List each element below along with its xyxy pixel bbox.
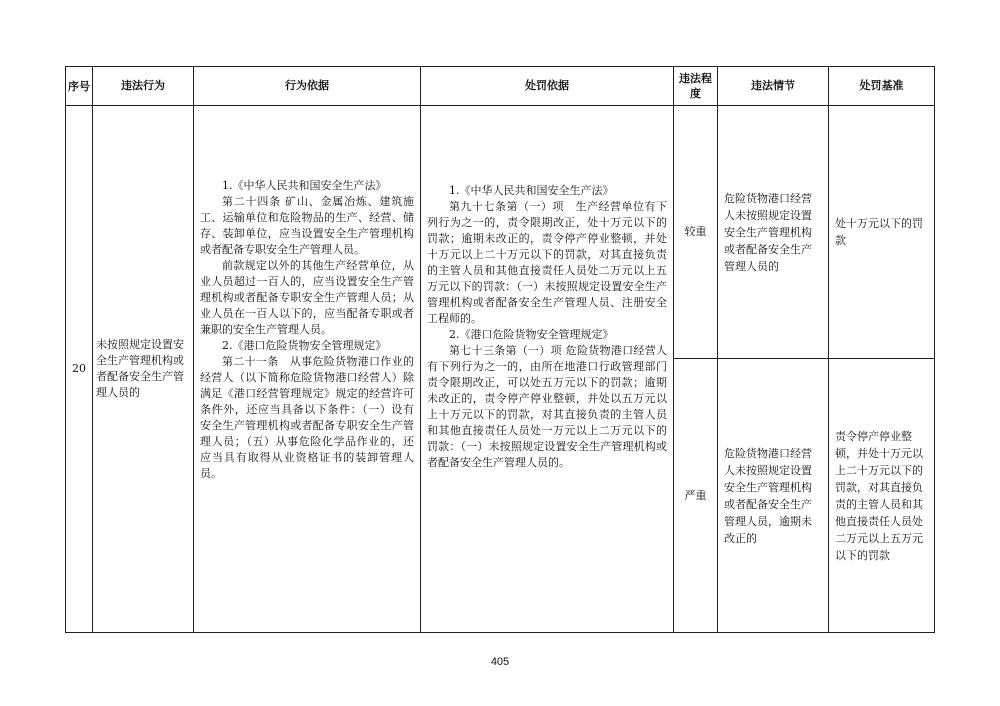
table-header-row: [66, 67, 935, 106]
penalty-law-1-article: 第九十七条第（一）项 生产经营单位有下列行为之一的，责令限期改正，处十万元以下的罚款；逾期未改正的，责令停产停业整顿，并处十万元以上二十万元以下的罚款，对其直接负责的主管人员和其他直接责任人员处二万元以上五万元以下的罚款：（一）未按照规定设置安全生产管理机构或者配备安全生产管理人员、注册安全工程师的。: [427, 200, 667, 325]
penalty-law-2-title: 2.《港口危险货物安全管理规定》: [449, 328, 614, 341]
row-penalty-basis: [421, 106, 674, 633]
circumstance-level-2: 危险货物港口经营人未按照规定设置安全生产管理机构或者配备安全生产管理人员，逾期未改正的: [718, 359, 829, 633]
conduct-law-2-article: 第二十一条 从事危险货物港口作业的经营人（以下简称危险货物港口经营人）除满足《港口经营管理规定》规定的经营许可条件外，还应当具备以下条件：（一）设有安全生产管理机构或者配备专职安全生产管理人员；（五）从事危险化学品作业的，还应当具有取得从业资格证书的装卸管理人员。: [200, 355, 414, 480]
penalty-law-2-article: 第七十三条第（一）项 危险货物港口经营人有下列行为之一的，由所在地港口行政管理部门责令限期改正，可以处五万元以下的罚款；逾期未改正的，责令停产停业整顿，并处以五万元以上十万元以下的罚款，对其直接负责的主管人员和其他直接责任人员处一万元以上二万元以下的罚款：（一）未按照规定设置安全生产管理机构或者配备安全生产管理人员的。: [427, 344, 667, 469]
standard-level-2: 责令停产停业整顿，并处十万元以上二十万元以下的罚款，对其直接负责的主管人员和其他直接责任人员处二万元以上五万元以下的罚款: [829, 359, 935, 633]
row-violation: 未按照规定设置安全生产管理机构或者配备安全生产管理人员的: [93, 106, 194, 633]
circumstance-level-1: 危险货物港口经营人未按照规定设置安全生产管理机构或者配备安全生产管理人员的: [718, 106, 829, 359]
page-number: 405: [490, 656, 510, 668]
header-degree: 违法程度: [674, 67, 718, 106]
table-row: [66, 106, 935, 359]
standard-level-1: 处十万元以下的罚款: [829, 106, 935, 359]
header-penalty-basis: 处罚依据: [421, 67, 674, 106]
header-violation: 违法行为: [93, 67, 194, 106]
conduct-law-2-title: 2.《港口危险货物安全管理规定》: [222, 339, 387, 352]
degree-level-2: 严重: [674, 359, 718, 633]
penalty-law-1-title: 1.《中华人民共和国安全生产法》: [449, 184, 614, 197]
row-conduct-basis: [194, 106, 421, 633]
conduct-law-1-article: 第二十四条 矿山、金属冶炼、建筑施工、运输单位和危险物品的生产、经营、储存、装卸单位，应当设置安全生产管理机构或者配备专职安全生产管理人员。: [200, 195, 414, 256]
degree-level-1: 较重: [674, 106, 718, 359]
penalty-standard-table: [65, 66, 935, 633]
header-conduct-basis: 行为依据: [194, 67, 421, 106]
conduct-law-1-title: 1.《中华人民共和国安全生产法》: [222, 179, 387, 192]
row-seq: 20: [66, 106, 93, 633]
header-seq: 序号: [66, 67, 93, 106]
header-circumstance: 违法情节: [718, 67, 829, 106]
header-penalty-standard: 处罚基准: [829, 67, 935, 106]
conduct-law-1-paragraph-2: 前款规定以外的其他生产经营单位，从业人员超过一百人的，应当设置安全生产管理机构或者配备专职安全生产管理人员；从业人员在一百人以下的，应当配备专职或者兼职的安全生产管理人员。: [200, 259, 414, 336]
